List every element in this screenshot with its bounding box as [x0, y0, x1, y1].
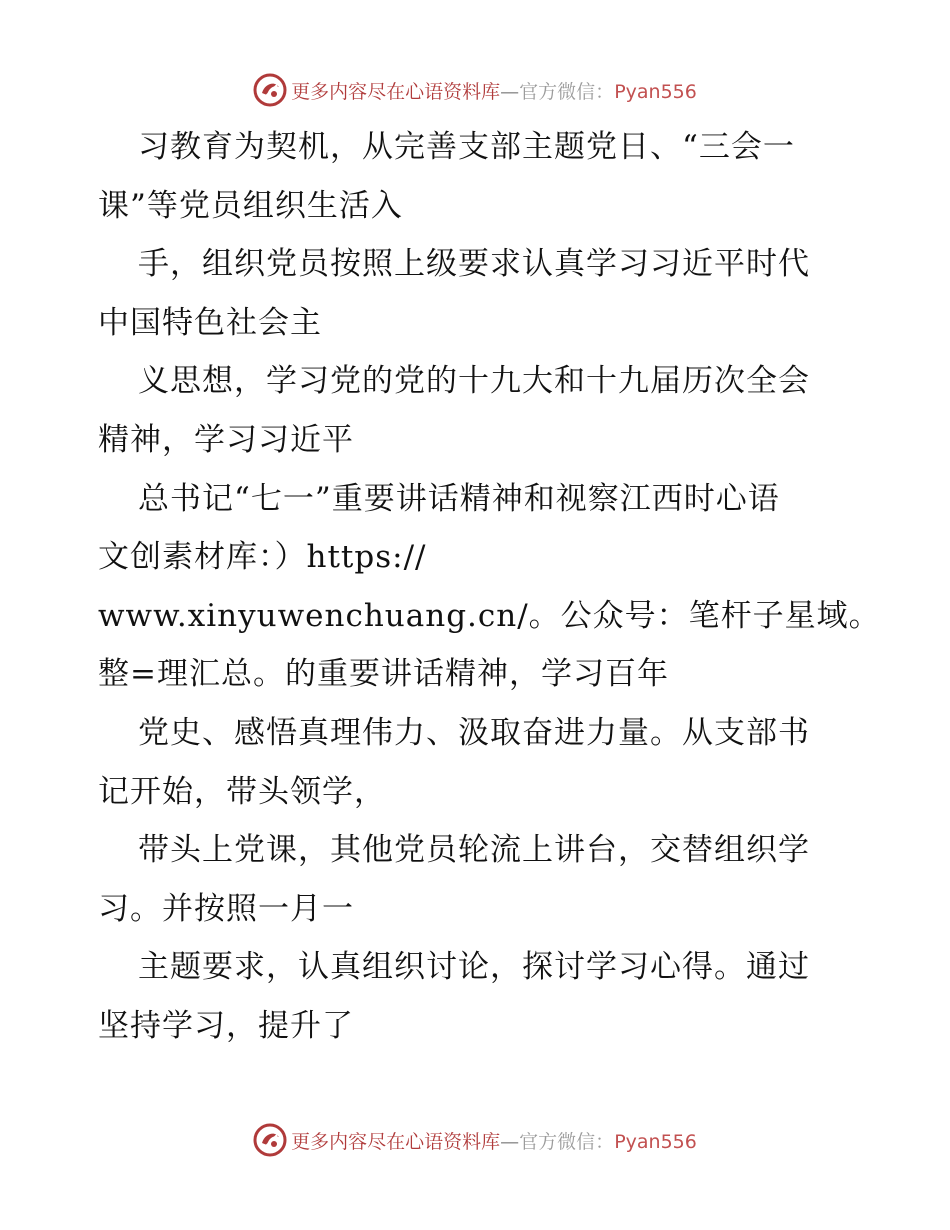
body-line: 党史、感悟真理伟力、汲取奋进力量。从支部书 — [138, 714, 810, 751]
footer-watermark — [0, 1120, 950, 1160]
document-body — [98, 118, 881, 1056]
body-line: 整=理汇总。的重要讲话精神，学习百年 — [98, 656, 669, 693]
body-line: 习教育为契机，从完善支部主题党日、“三会一 — [138, 129, 795, 165]
body-line: www.xinyuwenchuang.cn/。公众号：笔杆子星域。 — [98, 597, 881, 634]
body-line: 中国特色社会主 — [98, 304, 322, 341]
body-line: 课”等党员组织生活入 — [98, 187, 403, 224]
body-line: 总书记“七一”重要讲话精神和视察江西时心语 — [138, 480, 780, 517]
watermark-text: 更多内容尽在心语资料库—官方微信：Pyan556 — [291, 1130, 697, 1153]
body-line: 文创素材库：）https:// — [98, 539, 427, 576]
body-line: 手，组织党员按照上级要求认真学习习近平时代 — [138, 246, 810, 283]
header-watermark — [0, 70, 950, 110]
red-swirl-logo-icon — [253, 73, 287, 107]
body-line: 精神，学习习近平 — [98, 421, 354, 458]
body-line: 习。并按照一月一 — [98, 890, 354, 927]
red-swirl-logo-icon — [253, 1123, 287, 1157]
body-line: 坚持学习，提升了 — [98, 1007, 354, 1044]
watermark-text: 更多内容尽在心语资料库—官方微信：Pyan556 — [291, 80, 697, 103]
body-line: 义思想，学习党的党的十九大和十九届历次全会 — [138, 363, 810, 400]
body-line: 记开始，带头领学， — [98, 773, 386, 810]
body-line: 带头上党课，其他党员轮流上讲台，交替组织学 — [138, 832, 810, 869]
body-line: 主题要求，认真组织讨论，探讨学习心得。通过 — [138, 949, 810, 986]
